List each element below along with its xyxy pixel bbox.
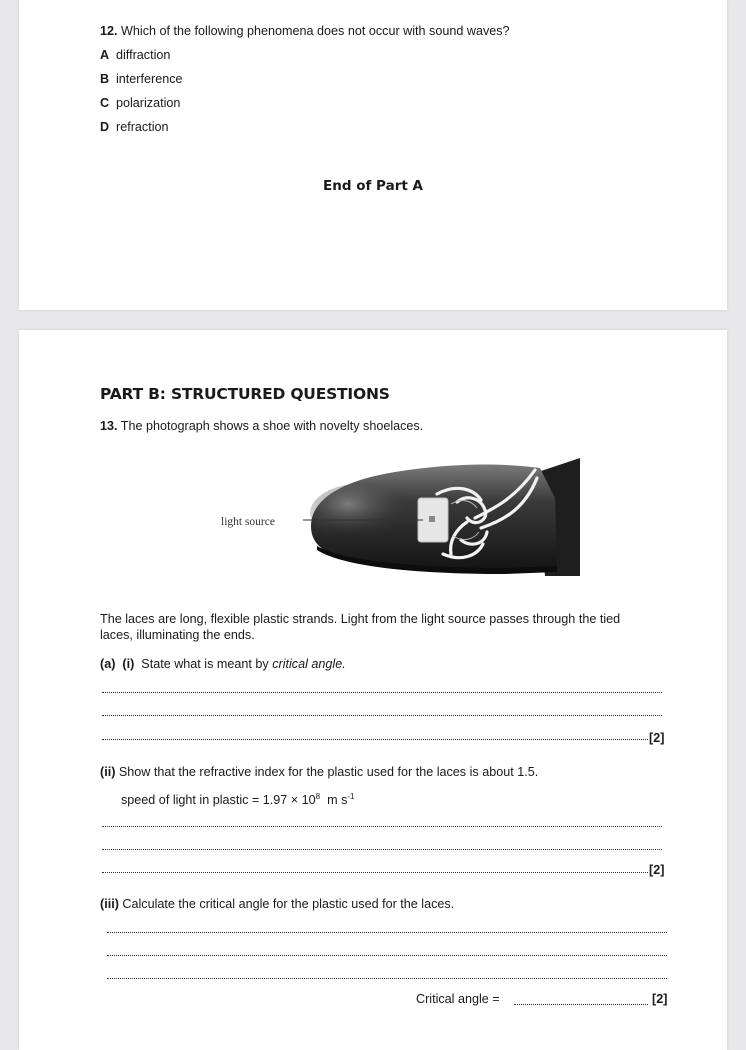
option-letter: D bbox=[100, 120, 110, 134]
exam-page-2 bbox=[19, 330, 727, 1050]
subpart-label: (iii) bbox=[100, 897, 119, 911]
question-number: 13. bbox=[100, 419, 118, 433]
answer-line[interactable] bbox=[107, 932, 667, 933]
option-b bbox=[100, 72, 183, 86]
marks-indicator: [2] bbox=[649, 731, 665, 745]
critical-angle-label: Critical angle = bbox=[416, 992, 500, 1006]
part-a-iii bbox=[100, 897, 454, 911]
part-a-ii bbox=[100, 765, 538, 779]
description-line: laces, illuminating the ends. bbox=[100, 627, 255, 642]
answer-line[interactable] bbox=[102, 826, 662, 827]
marks-indicator: [2] bbox=[649, 863, 665, 877]
question-13-intro bbox=[100, 419, 423, 433]
subpart-text: Show that the refractive index for the plastic used for the laces is about 1.5. bbox=[118, 765, 539, 779]
subpart-label: (i) bbox=[122, 657, 135, 671]
answer-line[interactable] bbox=[102, 692, 662, 693]
answer-line[interactable] bbox=[102, 872, 648, 873]
option-a bbox=[100, 48, 170, 62]
question-text: Which of the following phenomena does not occur with sound waves? bbox=[121, 24, 510, 38]
option-text: polarization bbox=[116, 96, 181, 110]
question-number: 12. bbox=[100, 24, 118, 38]
part-b-heading: PART B: STRUCTURED QUESTIONS bbox=[100, 385, 390, 403]
option-letter: A bbox=[100, 48, 110, 62]
light-source-label: light source bbox=[221, 516, 275, 528]
option-letter: C bbox=[100, 96, 110, 110]
option-text: refraction bbox=[116, 120, 169, 134]
answer-line[interactable] bbox=[102, 715, 662, 716]
answer-line[interactable] bbox=[102, 739, 648, 740]
option-c bbox=[100, 96, 180, 110]
marks-indicator: [2] bbox=[652, 992, 668, 1006]
speed-exponent: 8 bbox=[315, 792, 321, 801]
speed-value: speed of light in plastic = 1.97 × 10 bbox=[121, 793, 316, 808]
description-line: The laces are long, flexible plastic strands. Light from the light source passes through the tied bbox=[100, 612, 621, 626]
answer-line[interactable] bbox=[107, 955, 667, 956]
option-d bbox=[100, 120, 169, 134]
option-text: diffraction bbox=[116, 48, 171, 62]
subpart-text: State what is meant by bbox=[141, 657, 269, 671]
answer-line[interactable] bbox=[107, 978, 667, 979]
answer-line[interactable] bbox=[102, 849, 662, 850]
option-letter: B bbox=[100, 72, 110, 86]
part-label: (a) bbox=[100, 657, 116, 671]
option-text: interference bbox=[116, 72, 183, 86]
question-12 bbox=[100, 24, 510, 38]
subpart-text: Calculate the critical angle for the plastic used for the laces. bbox=[122, 897, 455, 911]
critical-angle-answer-line[interactable] bbox=[514, 1004, 648, 1005]
question-text: The photograph shows a shoe with novelty shoelaces. bbox=[120, 419, 424, 433]
speed-unit: m s bbox=[327, 793, 348, 808]
subpart-label: (ii) bbox=[100, 765, 116, 779]
critical-angle-term: critical angle. bbox=[272, 657, 346, 671]
speed-of-light-given bbox=[121, 792, 355, 807]
end-of-part-a: End of Part A bbox=[323, 178, 423, 194]
question-13-description bbox=[100, 612, 680, 643]
speed-unit-exponent: -1 bbox=[347, 792, 355, 801]
exam-page-1 bbox=[19, 0, 727, 310]
part-a-i bbox=[100, 657, 346, 671]
